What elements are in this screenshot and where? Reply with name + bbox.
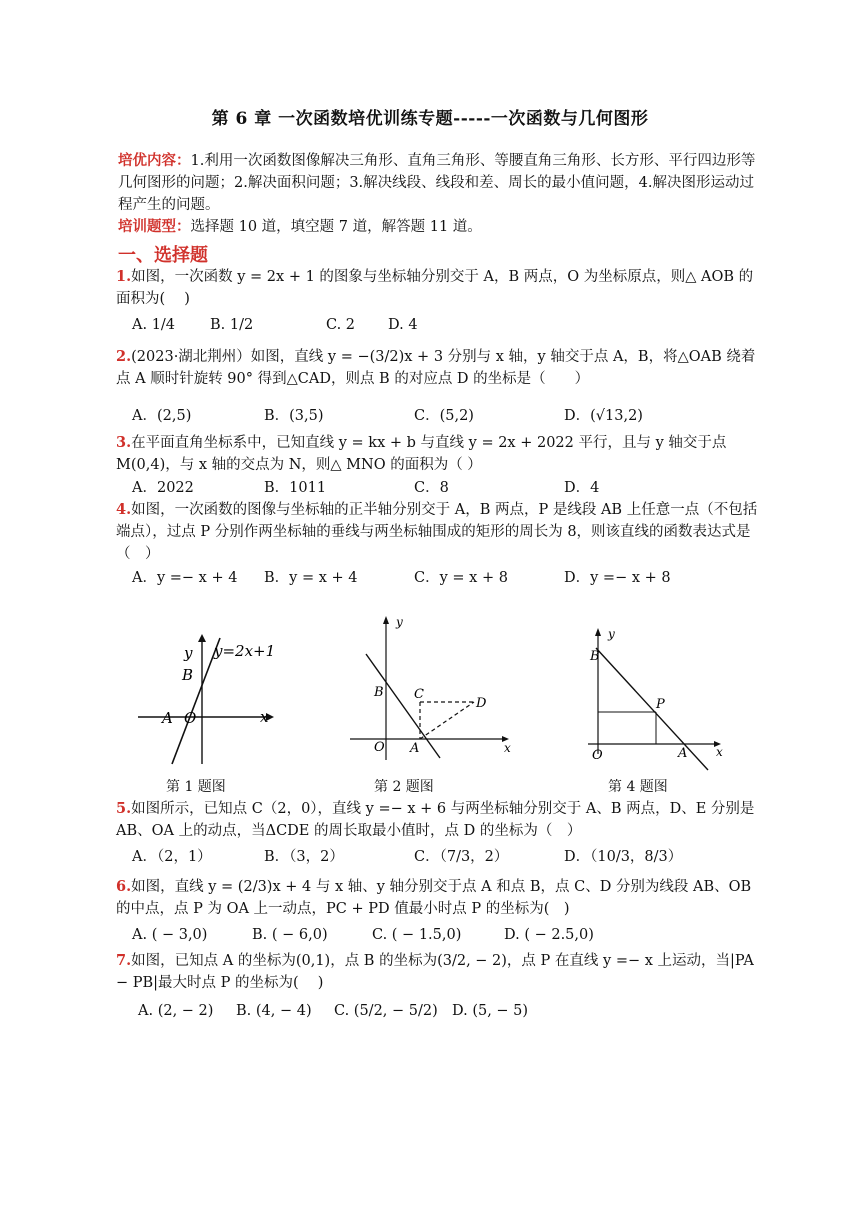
option-c[interactable]: C. (5/2, − 5/2) xyxy=(334,1003,438,1019)
point-a-label: A xyxy=(162,709,173,727)
question-text: 如图，已知点 A 的坐标为(0,1)，点 B 的坐标为(3/2, − 2)，点 P 在直线 y =− x 上运动，当|PA − PB|最大时点 P 的坐标为( ) xyxy=(116,953,754,991)
option-b[interactable]: B. (4, − 4) xyxy=(236,1003,312,1019)
option-b[interactable]: B. ( − 6,0) xyxy=(252,927,328,943)
content-text: 1.利用一次函数图像解决三角形、直角三角形、等腰直角三角形、长方形、平行四边形等几何图形的问题；2.解决面积问题；3.解决线段、线段和差、周长的最小值问题，4.解决图形运动过程产生的问题。 xyxy=(118,153,756,213)
point-a-label: A xyxy=(678,746,688,761)
option-c[interactable]: C．（7/3，2） xyxy=(414,849,509,865)
option-c[interactable]: C. ( − 1.5,0) xyxy=(372,927,462,943)
question-text: 在平面直角坐标系中，已知直线 y = kx + b 与直线 y = 2x + 2022 平行，且与 y 轴交于点 M(0,4)，与 x 轴的交点为 N，则△ MNO 的面积为（ ） xyxy=(116,435,727,473)
question-3-options xyxy=(132,477,752,499)
question-number: 3. xyxy=(116,434,132,451)
question-number: 7. xyxy=(116,952,132,969)
option-c[interactable]: C．y = x + 8 xyxy=(414,570,508,586)
figure-2 xyxy=(346,612,516,772)
origin-label: O xyxy=(184,709,197,727)
question-text: 如图所示，已知点 C（2，0），直线 y =− x + 6 与两坐标轴分别交于 A、B 两点，D、E 分别是 AB、OA 上的动点，当ΔCDE 的周长取最小值时，点 D 的坐标为（ ） xyxy=(116,801,755,839)
option-a[interactable]: A．（2，1） xyxy=(132,849,212,865)
option-c[interactable]: C．8 xyxy=(414,480,449,496)
graph-line xyxy=(172,638,220,764)
figure-4-caption: 第 4 题图 xyxy=(608,779,668,795)
figure-1-caption: 第 1 题图 xyxy=(166,779,226,795)
y-arrow-icon xyxy=(595,628,601,636)
question-text: 如图，一次函数的图像与坐标轴的正半轴分别交于 A，B 两点，P 是线段 AB 上任意一点（不包括端点），过点 P 分别作两坐标轴的垂线与两坐标轴围成的矩形的周长为 8，则该直线的函数表达式是（ ） xyxy=(116,502,758,562)
question-4 xyxy=(116,499,760,565)
question-6-options xyxy=(132,924,752,946)
origin-label: O xyxy=(592,748,603,763)
origin-label: O xyxy=(374,740,385,755)
option-d[interactable]: D. 4 xyxy=(388,317,418,333)
point-b-label: B xyxy=(182,666,194,684)
point-p-label: P xyxy=(656,697,665,712)
question-7 xyxy=(116,950,760,994)
question-number: 6. xyxy=(116,878,132,895)
segment-ad xyxy=(420,702,474,739)
question-3 xyxy=(116,432,760,476)
intro-content xyxy=(118,150,758,216)
option-d[interactable]: D．（10/3，8/3） xyxy=(564,849,683,865)
question-1 xyxy=(116,266,760,310)
y-label: y xyxy=(396,615,403,629)
x-label: x xyxy=(504,741,511,755)
point-a-label: A xyxy=(410,741,420,756)
question-number: 2. xyxy=(116,348,132,365)
x-label: x xyxy=(260,708,269,726)
question-number: 4. xyxy=(116,501,132,518)
question-number: 5. xyxy=(116,800,132,817)
question-number: 1. xyxy=(116,268,132,285)
types-label: 培训题型： xyxy=(118,218,191,235)
option-c[interactable]: C. 2 xyxy=(326,317,356,333)
question-2-options xyxy=(132,405,752,427)
option-b[interactable]: B．（3，2） xyxy=(264,849,344,865)
section-heading: 一、选择题 xyxy=(118,245,208,266)
option-d[interactable]: D．4 xyxy=(564,480,600,496)
option-a[interactable]: A．y =− x + 4 xyxy=(132,570,238,586)
point-b-label: B xyxy=(590,649,600,664)
option-a[interactable]: A．2022 xyxy=(132,480,194,496)
question-text: 如图，直线 y = (2/3)x + 4 与 x 轴、y 轴分别交于点 A 和点 B，点 C、D 分别为线段 AB、OB 的中点，点 P 为 OA 上一动点，PC + PD 值最小时点 P 的坐标为( ) xyxy=(116,879,752,917)
question-6 xyxy=(116,876,760,920)
option-d[interactable]: D．y =− x + 8 xyxy=(564,570,671,586)
line-equation-label: y=2x+1 xyxy=(214,642,276,660)
intro-types xyxy=(118,216,758,238)
option-d[interactable]: D. (5, − 5) xyxy=(452,1003,529,1019)
question-5 xyxy=(116,798,760,842)
option-b[interactable]: B. 1/2 xyxy=(210,317,254,333)
figure-1 xyxy=(136,628,286,768)
question-5-options xyxy=(132,846,752,868)
y-arrow-icon xyxy=(383,616,389,624)
question-2 xyxy=(116,346,760,390)
y-arrow-icon xyxy=(198,634,206,642)
point-b-label: B xyxy=(374,685,384,700)
option-a[interactable]: A. (2, − 2) xyxy=(138,1003,214,1019)
option-a[interactable]: A. 1/4 xyxy=(132,317,176,333)
y-label: y xyxy=(184,644,193,662)
y-label: y xyxy=(608,627,615,641)
option-b[interactable]: B．(3,5) xyxy=(264,408,324,424)
option-c[interactable]: C．(5,2) xyxy=(414,408,474,424)
content-label: 培优内容： xyxy=(118,152,191,169)
page-title: 第 6 章 一次函数培优训练专题-----一次函数与几何图形 xyxy=(211,109,649,129)
option-d[interactable]: D. ( − 2.5,0) xyxy=(504,927,594,943)
types-text: 选择题 10 道，填空题 7 道，解答题 11 道。 xyxy=(190,219,482,235)
question-7-options xyxy=(138,1000,758,1022)
question-text: (2023·湖北荆州）如图，直线 y = −(3/2)x + 3 分别与 x 轴，y 轴交于点 A，B，将△OAB 绕着点 A 顺时针旋转 90° 得到△CAD，则点 B 的对应点 D 的坐标是（ ） xyxy=(116,349,756,387)
option-d[interactable]: D．(√13,2) xyxy=(564,408,643,424)
option-a[interactable]: A. ( − 3,0) xyxy=(132,927,208,943)
question-4-options xyxy=(132,567,752,589)
figure-4 xyxy=(584,622,734,774)
option-b[interactable]: B．1011 xyxy=(264,480,327,496)
option-b[interactable]: B．y = x + 4 xyxy=(264,570,358,586)
line-ab xyxy=(596,648,708,770)
point-d-label: D xyxy=(476,696,487,711)
option-a[interactable]: A．(2,5) xyxy=(132,408,192,424)
point-c-label: C xyxy=(414,687,424,702)
x-label: x xyxy=(716,745,723,759)
figure-2-caption: 第 2 题图 xyxy=(374,779,434,795)
question-text: 如图，一次函数 y = 2x + 1 的图象与坐标轴分别交于 A，B 两点，O 为坐标原点，则△ AOB 的面积为( ) xyxy=(116,269,754,307)
question-1-options xyxy=(132,314,752,336)
